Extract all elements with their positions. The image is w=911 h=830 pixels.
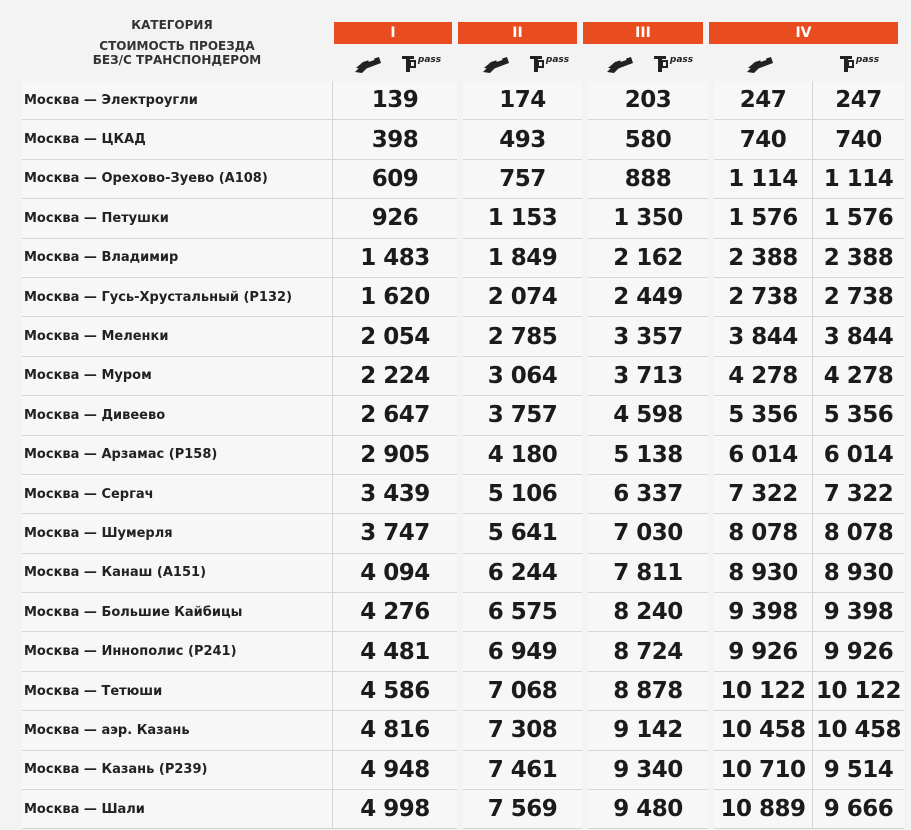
table-row <box>22 159 904 198</box>
fare-value-cat4-cash: 7 322 <box>714 474 813 513</box>
cash-payment-icon <box>476 50 516 78</box>
fare-value-cat3: 9 480 <box>588 790 708 829</box>
cost-label-line1: СТОИМОСТЬ ПРОЕЗДА <box>99 39 255 53</box>
fare-value-cat1: 4 094 <box>333 553 458 592</box>
fare-value-cat1: 2 905 <box>333 435 458 474</box>
cash-payment-icon <box>600 50 640 78</box>
transponder-pass-icon <box>650 50 696 78</box>
fare-value-cat2: 1 153 <box>463 199 582 238</box>
fare-value-cat1: 4 948 <box>333 750 458 789</box>
fare-value-cat4-cash: 4 278 <box>714 356 813 395</box>
fare-value-cat1: 3 439 <box>333 474 458 513</box>
fare-value-cat2: 2 074 <box>463 277 582 316</box>
fare-value-cat4-cash: 740 <box>714 120 813 159</box>
route-name: Москва — Шали <box>22 790 333 829</box>
fare-value-cat4-cash: 5 356 <box>714 396 813 435</box>
fare-value-cat2: 4 180 <box>463 435 582 474</box>
fare-value-cat4-transponder: 8 078 <box>813 514 905 553</box>
fare-value-cat4-transponder: 3 844 <box>813 317 905 356</box>
table-row <box>22 553 904 592</box>
fare-value-cat4-transponder: 2 738 <box>813 277 905 316</box>
fare-value-cat4-cash: 6 014 <box>714 435 813 474</box>
fare-value-cat2: 2 785 <box>463 317 582 356</box>
fare-value-cat1: 139 <box>333 81 458 120</box>
route-name: Москва — Канаш (А151) <box>22 553 333 592</box>
fare-value-cat3: 580 <box>588 120 708 159</box>
fare-value-cat1: 2 054 <box>333 317 458 356</box>
fare-value-cat4-cash: 1 114 <box>714 159 813 198</box>
route-name: Москва — Меленки <box>22 317 333 356</box>
table-row <box>22 356 904 395</box>
fare-value-cat3: 3 713 <box>588 356 708 395</box>
fare-value-cat2: 6 949 <box>463 632 582 671</box>
fare-value-cat2: 757 <box>463 159 582 198</box>
fare-value-cat3: 2 449 <box>588 277 708 316</box>
route-name: Москва — Гусь-Хрустальный (Р132) <box>22 277 333 316</box>
fare-value-cat3: 9 142 <box>588 711 708 750</box>
table-row <box>22 593 904 632</box>
fare-value-cat1: 3 747 <box>333 514 458 553</box>
route-name: Москва — Большие Кайбицы <box>22 593 333 632</box>
fare-value-cat4-cash: 10 458 <box>714 711 813 750</box>
table-row <box>22 81 904 120</box>
table-row <box>22 790 904 829</box>
table-row <box>22 671 904 710</box>
transponder-pass-label: pass <box>545 55 570 65</box>
fare-value-cat4-cash: 8 930 <box>714 553 813 592</box>
fare-value-cat2: 7 308 <box>463 711 582 750</box>
fare-value-cat3: 6 337 <box>588 474 708 513</box>
fare-value-cat2: 1 849 <box>463 238 582 277</box>
cash-payment-icon <box>740 50 780 78</box>
fare-table <box>22 81 904 829</box>
fare-value-cat2: 7 068 <box>463 671 582 710</box>
fare-value-cat2: 7 461 <box>463 750 582 789</box>
route-name: Москва — Казань (Р239) <box>22 750 333 789</box>
route-name: Москва — Петушки <box>22 199 333 238</box>
fare-value-cat1: 1 620 <box>333 277 458 316</box>
fare-value-cat2: 3 757 <box>463 396 582 435</box>
fare-value-cat2: 3 064 <box>463 356 582 395</box>
route-name: Москва — Арзамас (Р158) <box>22 435 333 474</box>
fare-value-cat4-cash: 2 738 <box>714 277 813 316</box>
fare-value-cat4-transponder: 10 458 <box>813 711 905 750</box>
route-name: Москва — Тетюши <box>22 671 333 710</box>
cost-label-line2: БЕЗ/С ТРАНСПОНДЕРОМ <box>92 53 262 67</box>
fare-value-cat3: 7 811 <box>588 553 708 592</box>
fare-value-cat4-cash: 2 388 <box>714 238 813 277</box>
fare-value-cat2: 174 <box>463 81 582 120</box>
fare-value-cat1: 2 224 <box>333 356 458 395</box>
fare-value-cat4-cash: 10 710 <box>714 750 813 789</box>
fare-value-cat4-transponder: 740 <box>813 120 905 159</box>
table-row <box>22 711 904 750</box>
transponder-pass-label: pass <box>669 55 694 65</box>
fare-value-cat2: 6 575 <box>463 593 582 632</box>
fare-value-cat2: 5 106 <box>463 474 582 513</box>
fare-value-cat3: 7 030 <box>588 514 708 553</box>
table-row <box>22 120 904 159</box>
fare-value-cat3: 4 598 <box>588 396 708 435</box>
fare-value-cat1: 926 <box>333 199 458 238</box>
fare-value-cat1: 4 276 <box>333 593 458 632</box>
table-row <box>22 396 904 435</box>
route-name: Москва — Сергач <box>22 474 333 513</box>
fare-value-cat4-cash: 3 844 <box>714 317 813 356</box>
fare-value-cat4-cash: 9 398 <box>714 593 813 632</box>
fare-value-cat3: 1 350 <box>588 199 708 238</box>
table-row <box>22 277 904 316</box>
route-name: Москва — Иннополис (Р241) <box>22 632 333 671</box>
fare-value-cat1: 4 481 <box>333 632 458 671</box>
fare-value-cat4-transponder: 6 014 <box>813 435 905 474</box>
table-row <box>22 238 904 277</box>
table-row <box>22 632 904 671</box>
fare-value-cat1: 1 483 <box>333 238 458 277</box>
transponder-pass-icon <box>836 50 882 78</box>
fare-value-cat4-transponder: 9 398 <box>813 593 905 632</box>
fare-value-cat3: 888 <box>588 159 708 198</box>
fare-value-cat4-cash: 9 926 <box>714 632 813 671</box>
fare-value-cat4-cash: 10 889 <box>714 790 813 829</box>
fare-value-cat1: 4 998 <box>333 790 458 829</box>
fare-value-cat4-cash: 8 078 <box>714 514 813 553</box>
header-labels <box>22 18 332 80</box>
fare-value-cat4-transponder: 9 926 <box>813 632 905 671</box>
route-name: Москва — Дивеево <box>22 396 333 435</box>
fare-value-cat4-transponder: 10 122 <box>813 671 905 710</box>
fare-value-cat4-transponder: 1 114 <box>813 159 905 198</box>
table-row <box>22 750 904 789</box>
fare-value-cat4-transponder: 5 356 <box>813 396 905 435</box>
fare-value-cat1: 2 647 <box>333 396 458 435</box>
fare-value-cat2: 6 244 <box>463 553 582 592</box>
fare-value-cat3: 203 <box>588 81 708 120</box>
fare-value-cat3: 8 240 <box>588 593 708 632</box>
fare-value-cat3: 8 724 <box>588 632 708 671</box>
table-row <box>22 514 904 553</box>
fare-value-cat4-transponder: 1 576 <box>813 199 905 238</box>
fare-value-cat4-cash: 247 <box>714 81 813 120</box>
fare-value-cat1: 4 816 <box>333 711 458 750</box>
table-row <box>22 474 904 513</box>
fare-value-cat3: 3 357 <box>588 317 708 356</box>
fare-value-cat3: 5 138 <box>588 435 708 474</box>
fare-value-cat4-transponder: 2 388 <box>813 238 905 277</box>
fare-value-cat4-cash: 1 576 <box>714 199 813 238</box>
route-name: Москва — Владимир <box>22 238 333 277</box>
fare-value-cat2: 493 <box>463 120 582 159</box>
transponder-pass-label: pass <box>417 55 442 65</box>
fare-value-cat1: 609 <box>333 159 458 198</box>
fare-value-cat2: 5 641 <box>463 514 582 553</box>
fare-value-cat4-transponder: 4 278 <box>813 356 905 395</box>
fare-value-cat3: 9 340 <box>588 750 708 789</box>
fare-value-cat4-transponder: 9 666 <box>813 790 905 829</box>
transponder-pass-icon <box>526 50 572 78</box>
fare-value-cat2: 7 569 <box>463 790 582 829</box>
table-row <box>22 435 904 474</box>
category-label: КАТЕГОРИЯ <box>131 18 213 32</box>
transponder-pass-label: pass <box>855 55 880 65</box>
fare-value-cat3: 2 162 <box>588 238 708 277</box>
fare-value-cat4-transponder: 8 930 <box>813 553 905 592</box>
category-header-3: III <box>583 22 703 44</box>
category-header-1: I <box>334 22 452 44</box>
cash-payment-icon <box>348 50 388 78</box>
route-name: Москва — Муром <box>22 356 333 395</box>
category-header-4: IV <box>709 22 898 44</box>
category-header-2: II <box>458 22 577 44</box>
route-name: Москва — аэр. Казань <box>22 711 333 750</box>
transponder-pass-icon <box>398 50 444 78</box>
fare-value-cat4-transponder: 9 514 <box>813 750 905 789</box>
fare-value-cat3: 8 878 <box>588 671 708 710</box>
fare-value-cat4-cash: 10 122 <box>714 671 813 710</box>
route-name: Москва — ЦКАД <box>22 120 333 159</box>
route-name: Москва — Орехово-Зуево (А108) <box>22 159 333 198</box>
fare-value-cat1: 4 586 <box>333 671 458 710</box>
table-row <box>22 317 904 356</box>
fare-value-cat1: 398 <box>333 120 458 159</box>
table-row <box>22 199 904 238</box>
route-name: Москва — Шумерля <box>22 514 333 553</box>
fare-value-cat4-transponder: 7 322 <box>813 474 905 513</box>
route-name: Москва — Электроугли <box>22 81 333 120</box>
fare-value-cat4-transponder: 247 <box>813 81 905 120</box>
